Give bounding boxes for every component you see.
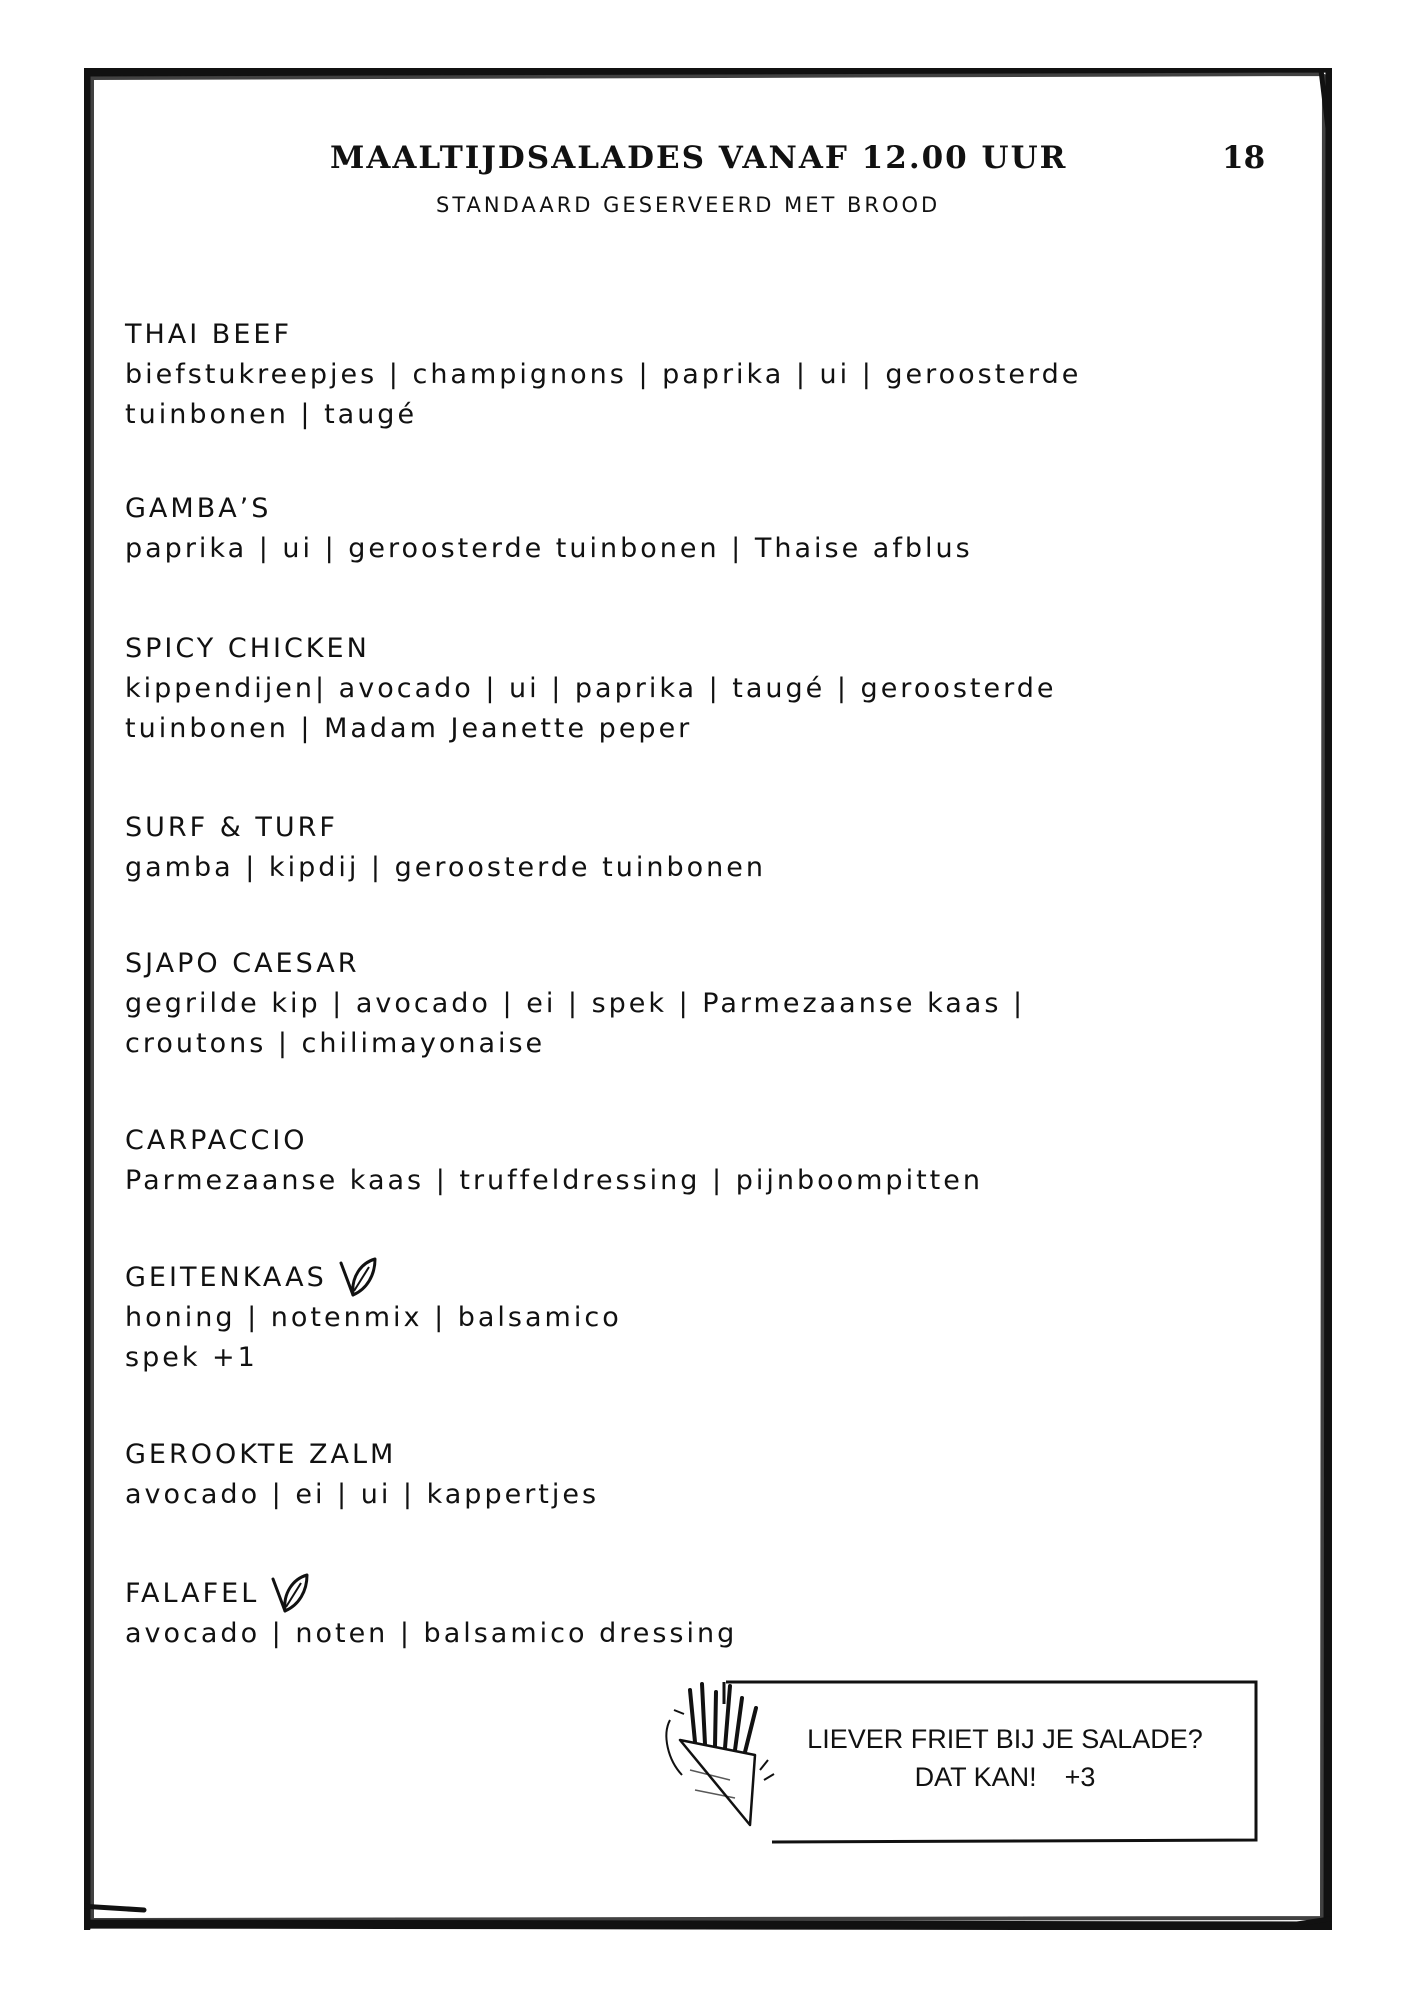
menu-item-desc-line: tuinbonen | Madam Jeanette peper: [125, 713, 693, 744]
menu-item-name: GEROOKTE ZALM: [125, 1439, 397, 1470]
callout-label: DAT KAN!: [914, 1762, 1037, 1792]
page-number: 18: [1222, 140, 1266, 176]
menu-item-name: GAMBA’S: [125, 493, 272, 524]
menu-item-desc-line: tuinbonen | taugé: [125, 399, 418, 430]
menu-item-name: CARPACCIO: [125, 1125, 308, 1156]
page-title: MAALTIJDSALADES VANAF 12.00 UUR: [330, 140, 1068, 176]
menu-item-desc-line: paprika | ui | geroosterde tuinbonen | Thaise afblus: [125, 533, 973, 564]
menu-item-desc-line: honing | notenmix | balsamico: [125, 1302, 622, 1333]
fries-icon: [660, 1680, 780, 1830]
leaf-icon: [269, 1571, 309, 1617]
callout-line1: LIEVER FRIET BIJ JE SALADE?: [807, 1724, 1203, 1754]
menu-item-desc-line: Parmezaanse kaas | truffeldressing | pijnboompitten: [125, 1165, 983, 1196]
menu-item-name: SJAPO CAESAR: [125, 948, 360, 979]
menu-item-desc-line: avocado | noten | balsamico dressing: [125, 1618, 738, 1649]
menu-item-name: THAI BEEF: [125, 319, 292, 350]
page-subtitle: STANDAARD GESERVEERD MET BROOD: [436, 193, 941, 217]
menu-item-name-row: [125, 1258, 1245, 1298]
menu-item-name-row: [125, 1574, 1245, 1614]
menu-item-desc-line: biefstukreepjes | champignons | paprika | ui | geroosterde: [125, 359, 1082, 390]
menu-item-desc-line: croutons | chilimayonaise: [125, 1028, 546, 1059]
menu-item-desc-line: gegrilde kip | avocado | ei | spek | Parmezaanse kaas |: [125, 988, 1026, 1019]
menu-item: [125, 629, 1245, 749]
menu-item-desc-line: kippendijen| avocado | ui | paprika | taugé | geroosterde: [125, 673, 1057, 704]
menu-item-name: GEITENKAAS: [125, 1262, 327, 1293]
menu-item: [125, 944, 1245, 1064]
menu-item: [125, 489, 1245, 569]
menu-item: [125, 1258, 1245, 1378]
callout-price: +3: [1064, 1762, 1096, 1792]
menu-item-name: SPICY CHICKEN: [125, 633, 370, 664]
menu-item: [125, 1121, 1245, 1201]
callout-text: [770, 1720, 1240, 1796]
menu-item: [125, 808, 1245, 888]
leaf-icon: [337, 1255, 377, 1301]
menu-item-name: SURF & TURF: [125, 812, 338, 843]
menu-item: [125, 1435, 1245, 1515]
menu-item-desc-line: avocado | ei | ui | kappertjes: [125, 1479, 600, 1510]
menu-item-name: FALAFEL: [125, 1578, 260, 1609]
menu-item: [125, 315, 1245, 435]
menu-item-desc-line: spek +1: [125, 1342, 258, 1373]
menu-item: [125, 1574, 1245, 1654]
fries-callout: [660, 1680, 1260, 1850]
callout-line2: [770, 1758, 1240, 1796]
menu-item-desc-line: gamba | kipdij | geroosterde tuinbonen: [125, 852, 766, 883]
